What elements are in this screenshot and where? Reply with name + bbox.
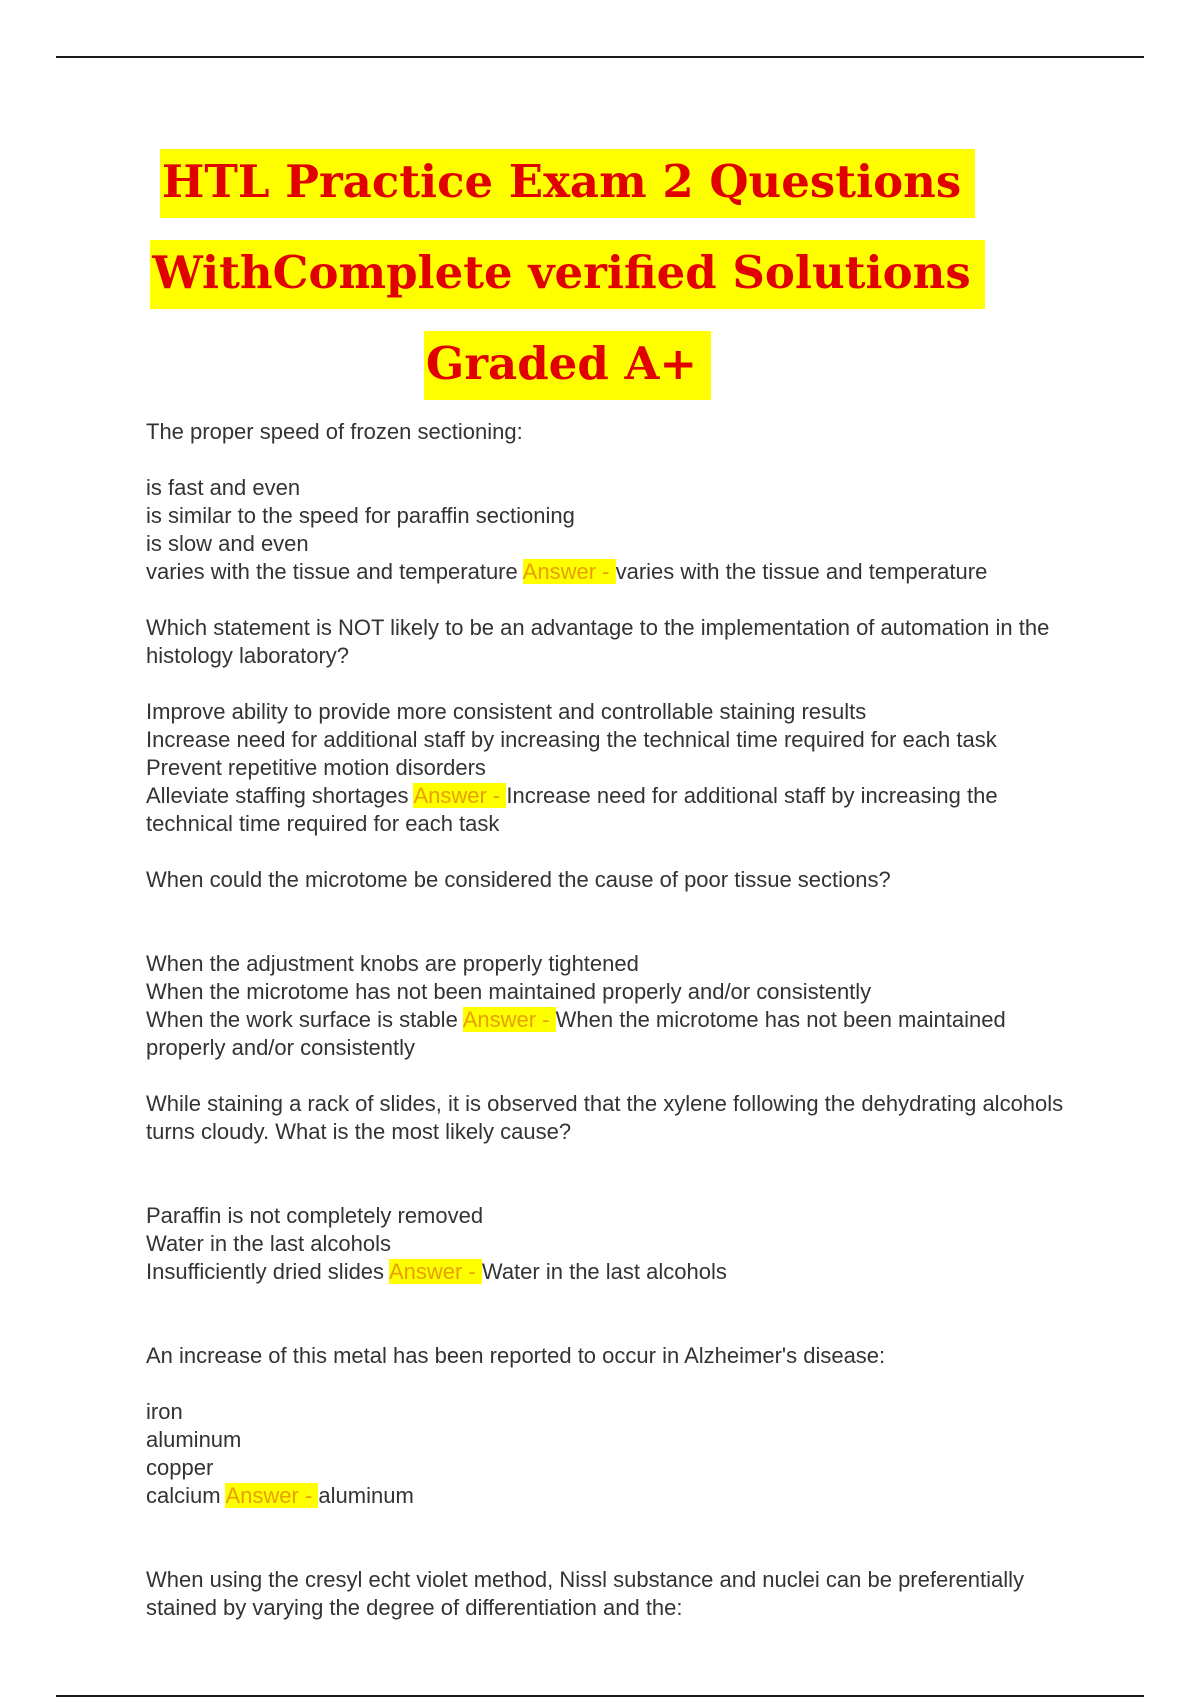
option-item: When the microtome has not been maintained properly and/or consistently	[146, 979, 872, 1004]
answer-text: Increase need for additional staff by increasing the technical time required for each task	[146, 783, 998, 836]
question-text: While staining a rack of slides, it is observed that the xylene following the dehydrating alcohols turns cloudy. What is the most likely cause?	[146, 1091, 1064, 1144]
question-block-5	[146, 1342, 1066, 1510]
title-line-3: Graded A+	[0, 318, 1135, 409]
question-block-3	[146, 866, 1066, 1062]
last-option-with-answer	[146, 1482, 1066, 1510]
options-list	[146, 1202, 1066, 1286]
option-item: Increase need for additional staff by increasing the technical time required for each task	[146, 727, 997, 752]
option-item: Insufficiently dried slides	[146, 1259, 385, 1284]
last-option-with-answer	[146, 1258, 1066, 1286]
document-title	[0, 136, 1135, 409]
question-block-2	[146, 614, 1066, 838]
last-option-with-answer	[146, 1006, 1066, 1062]
options-list	[146, 474, 1066, 586]
options-list	[146, 698, 1066, 838]
options-list	[146, 950, 1066, 1062]
title-line-1: HTL Practice Exam 2 Questions	[0, 136, 1135, 227]
bottom-rule	[56, 1695, 1144, 1697]
answer-label: Answer -	[225, 1483, 319, 1508]
question-text: When using the cresyl echt violet method, Nissl substance and nuclei can be preferentially stained by varying the degree of differentiation and the:	[146, 1567, 1025, 1620]
option-item: Improve ability to provide more consistent and controllable staining results	[146, 699, 867, 724]
question-text: An increase of this metal has been reported to occur in Alzheimer's disease:	[146, 1343, 886, 1368]
option-item: calcium	[146, 1483, 221, 1508]
option-item: copper	[146, 1455, 214, 1480]
question-text: When could the microtome be considered the cause of poor tissue sections?	[146, 867, 891, 892]
last-option-with-answer	[146, 782, 1066, 838]
option-item: aluminum	[146, 1427, 242, 1452]
question-text: The proper speed of frozen sectioning:	[146, 419, 523, 444]
option-item: varies with the tissue and temperature	[146, 559, 518, 584]
answer-label: Answer -	[388, 1259, 482, 1284]
answer-label: Answer -	[413, 783, 507, 808]
option-item: is fast and even	[146, 475, 301, 500]
answer-text: aluminum	[318, 1483, 414, 1508]
answer-text: varies with the tissue and temperature	[615, 559, 988, 584]
option-item: Prevent repetitive motion disorders	[146, 755, 486, 780]
option-item: Alleviate staffing shortages	[146, 783, 409, 808]
answer-text: When the microtome has not been maintained properly and/or consistently	[146, 1007, 1006, 1060]
title-line-2: WithComplete verified Solutions	[0, 227, 1135, 318]
answer-label: Answer -	[522, 559, 616, 584]
question-list	[146, 418, 1066, 1622]
top-rule	[56, 56, 1144, 58]
options-list	[146, 1398, 1066, 1510]
last-option-with-answer	[146, 558, 1066, 586]
question-block-1	[146, 418, 1066, 586]
option-item: is slow and even	[146, 531, 309, 556]
question-block-4	[146, 1090, 1066, 1286]
option-item: iron	[146, 1399, 183, 1424]
answer-label: Answer -	[462, 1007, 556, 1032]
question-text: Which statement is NOT likely to be an advantage to the implementation of automation in the histology laboratory?	[146, 615, 1050, 668]
option-item: Water in the last alcohols	[146, 1231, 391, 1256]
question-block-6	[146, 1566, 1066, 1622]
option-item: When the work surface is stable	[146, 1007, 458, 1032]
option-item: is similar to the speed for paraffin sectioning	[146, 503, 575, 528]
option-item: When the adjustment knobs are properly tightened	[146, 951, 639, 976]
answer-text: Water in the last alcohols	[481, 1259, 727, 1284]
option-item: Paraffin is not completely removed	[146, 1203, 484, 1228]
